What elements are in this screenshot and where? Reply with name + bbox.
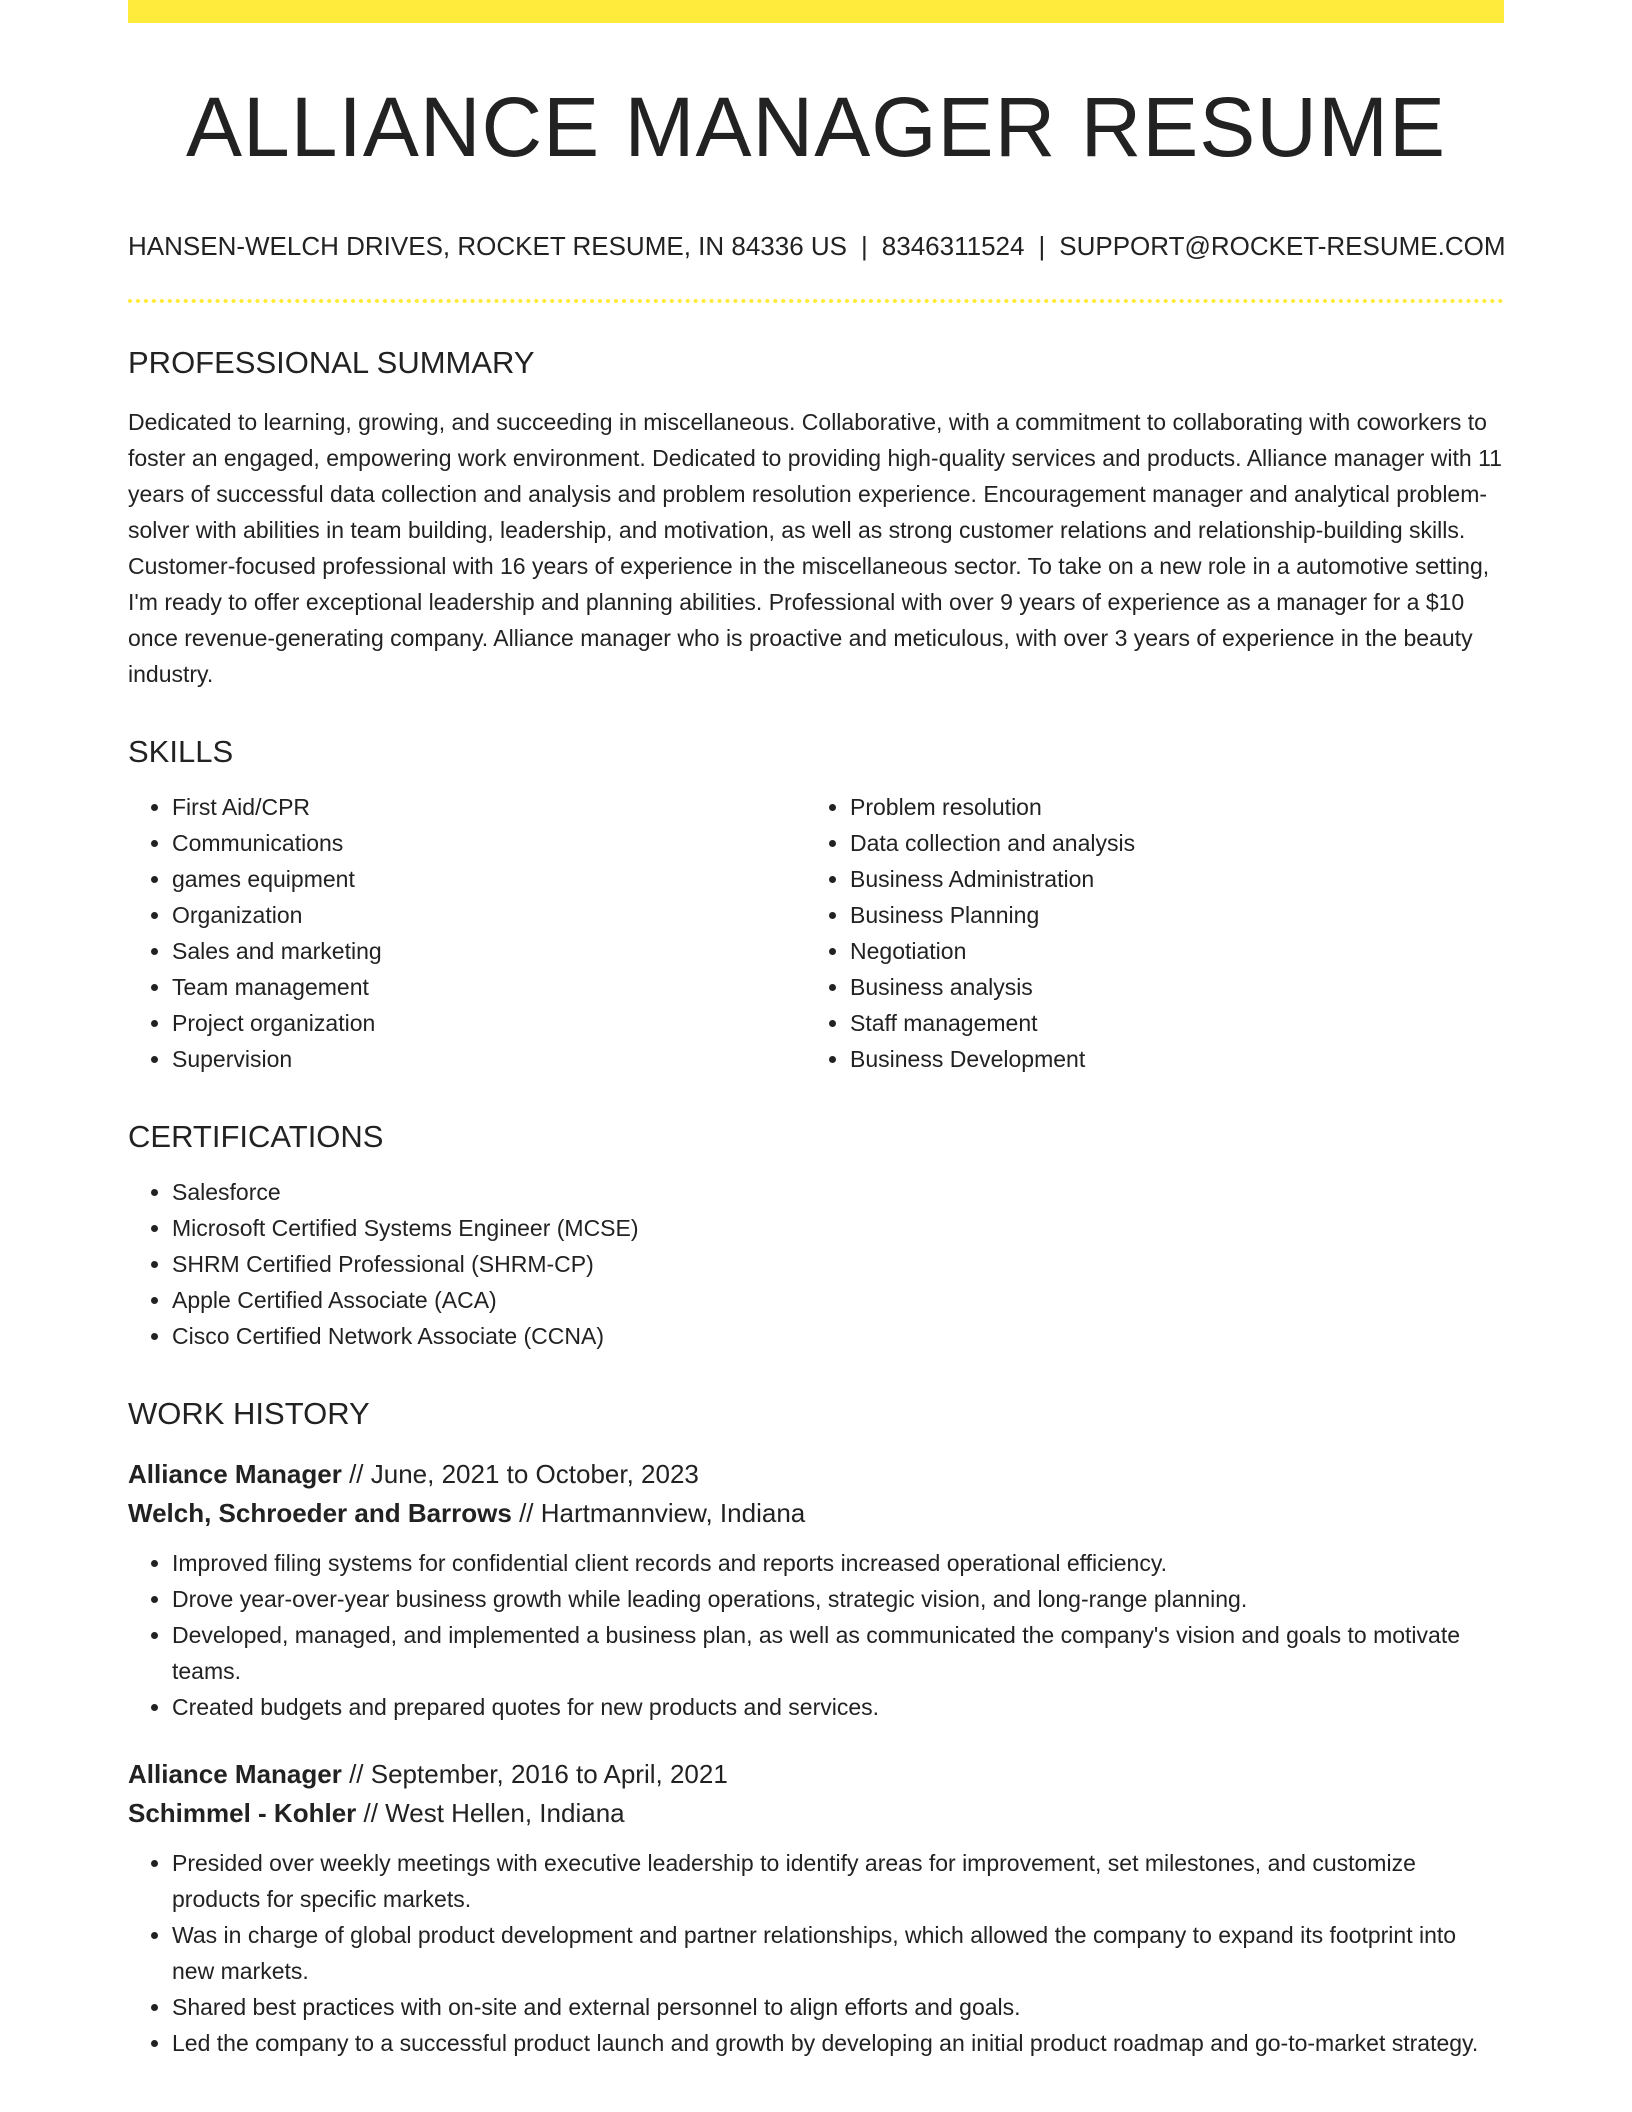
- contact-separator: |: [1038, 231, 1046, 261]
- resume-page: [128, 0, 1504, 2061]
- contact-email: SUPPORT@ROCKET-RESUME.COM: [1059, 231, 1506, 261]
- job-role: Alliance Manager: [128, 1459, 342, 1489]
- contact-line: [128, 233, 1504, 259]
- job-bullet: • Presided over weekly meetings with executive leadership to identify areas for improvement, set milestones, and customize products for specific markets.: [172, 1845, 1504, 1917]
- skills-list-left: [128, 789, 806, 1077]
- skill-item: • Data collection and analysis: [850, 825, 1548, 861]
- accent-top-bar: [128, 0, 1504, 23]
- job-entry: [128, 1455, 1504, 1725]
- skill-item: • Negotiation: [850, 933, 1548, 969]
- resume-title: ALLIANCE MANAGER RESUME: [186, 80, 1446, 174]
- job-bullet: • Drove year-over-year business growth while leading operations, strategic vision, and long-range planning.: [172, 1581, 1504, 1617]
- job-dates: // June, 2021 to October, 2023: [341, 1459, 699, 1489]
- job-location: // West Hellen, Indiana: [356, 1798, 625, 1828]
- job-location: // Hartmannview, Indiana: [511, 1498, 806, 1528]
- certification-item: • Apple Certified Associate (ACA): [172, 1282, 1504, 1318]
- job-bullet: • Led the company to a successful product launch and growth by developing an initial product roadmap and go-to-market strategy.: [172, 2025, 1504, 2061]
- skill-item: • Sales and marketing: [172, 933, 806, 969]
- certifications-list: [128, 1174, 1504, 1354]
- job-company-line: [128, 1494, 1504, 1533]
- certification-item: • Microsoft Certified Systems Engineer (MCSE): [172, 1210, 1504, 1246]
- job-bullet: • Was in charge of global product development and partner relationships, which allowed the company to expand its footprint into new markets.: [172, 1917, 1504, 1989]
- contact-address: HANSEN-WELCH DRIVES, ROCKET RESUME, IN 84336 US: [128, 231, 848, 261]
- summary-text: Dedicated to learning, growing, and succeeding in miscellaneous. Collaborative, with a commitment to collaborating with coworkers to foster an engaged, empowering work environment. Dedicated to providing high-quality services and products. Alliance manager with 11 years of successful data collection and analysis and problem resolution experience. Encouragement manager and analytical problem-solver with abilities in team building, leadership, and motivation, as well as strong customer relations and relationship-building skills. Customer-focused professional with 16 years of experience in the miscellaneous sector. To take on a new role in a automotive setting, I'm ready to offer exceptional leadership and planning abilities. Professional with over 9 years of experience as a manager for a $10 once revenue-generating company. Alliance manager who is proactive and meticulous, with over 3 years of experience in the beauty industry.: [128, 409, 1502, 687]
- skill-item: • First Aid/CPR: [172, 789, 806, 825]
- summary-heading: PROFESSIONAL SUMMARY: [128, 345, 535, 380]
- skill-item: • Supervision: [172, 1041, 806, 1077]
- certification-item: • Salesforce: [172, 1174, 1504, 1210]
- work-history-heading: WORK HISTORY: [128, 1396, 370, 1431]
- job-bullet: • Improved filing systems for confidential client records and reports increased operational efficiency.: [172, 1545, 1504, 1581]
- job-bullets: [128, 1845, 1504, 2061]
- skills-columns: [128, 789, 1504, 1077]
- job-role-line: [128, 1455, 1504, 1494]
- job-role: Alliance Manager: [128, 1759, 342, 1789]
- certification-item: • SHRM Certified Professional (SHRM-CP): [172, 1246, 1504, 1282]
- job-company: Welch, Schroeder and Barrows: [128, 1498, 512, 1528]
- job-company-line: [128, 1794, 1504, 1833]
- skills-heading: SKILLS: [128, 734, 234, 769]
- contact-phone: 8346311524: [881, 231, 1025, 261]
- job-company: Schimmel - Kohler: [128, 1798, 357, 1828]
- job-bullet: • Developed, managed, and implemented a business plan, as well as communicated the company's vision and goals to motivate teams.: [172, 1617, 1504, 1689]
- skill-item: • Problem resolution: [850, 789, 1548, 825]
- skill-item: • Organization: [172, 897, 806, 933]
- dotted-divider: [128, 299, 1504, 303]
- skills-list-right: [806, 789, 1548, 1077]
- skill-item: • Business Planning: [850, 897, 1548, 933]
- skill-item: • games equipment: [172, 861, 806, 897]
- job-dates: // September, 2016 to April, 2021: [341, 1759, 728, 1789]
- skill-item: • Business Development: [850, 1041, 1548, 1077]
- skill-item: • Business analysis: [850, 969, 1548, 1005]
- skill-item: • Staff management: [850, 1005, 1548, 1041]
- job-bullet: • Created budgets and prepared quotes for new products and services.: [172, 1689, 1504, 1725]
- certification-item: • Cisco Certified Network Associate (CCNA): [172, 1318, 1504, 1354]
- job-role-line: [128, 1755, 1504, 1794]
- skill-item: • Communications: [172, 825, 806, 861]
- job-bullets: [128, 1545, 1504, 1725]
- skill-item: • Project organization: [172, 1005, 806, 1041]
- certifications-heading: CERTIFICATIONS: [128, 1119, 384, 1154]
- job-bullet: • Shared best practices with on-site and external personnel to align efforts and goals.: [172, 1989, 1504, 2025]
- job-entry: [128, 1755, 1504, 2061]
- skill-item: • Business Administration: [850, 861, 1548, 897]
- contact-separator: |: [861, 231, 868, 261]
- skill-item: • Team management: [172, 969, 806, 1005]
